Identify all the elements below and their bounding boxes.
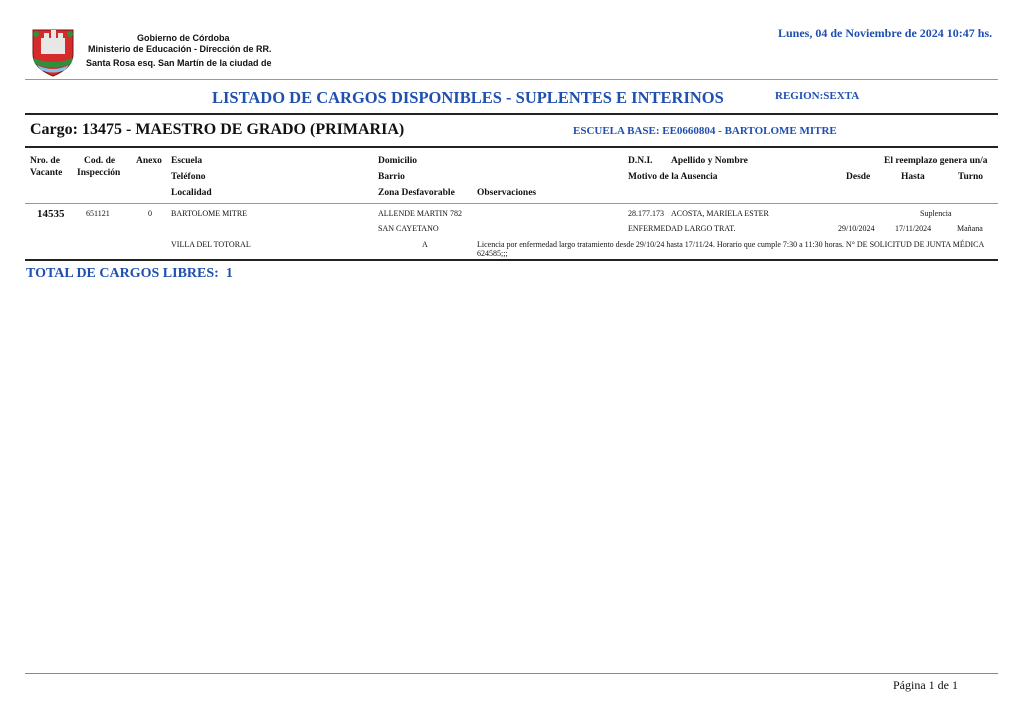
col-domicilio: Domicilio bbox=[378, 156, 418, 166]
col-telefono: Teléfono bbox=[171, 172, 206, 182]
org-name: Gobierno de Córdoba bbox=[137, 33, 230, 43]
cordoba-logo bbox=[27, 24, 79, 78]
col-cod-inspeccion-2: Inspección bbox=[77, 168, 121, 178]
col-escuela: Escuela bbox=[171, 156, 203, 166]
col-zona: Zona Desfavorable bbox=[378, 188, 455, 198]
col-reemplazo: El reemplazo genera un/a bbox=[884, 156, 988, 166]
col-dni: D.N.I. bbox=[628, 156, 653, 166]
org-ministry: Ministerio de Educación - Dirección de RR. bbox=[88, 44, 272, 54]
col-observaciones: Observaciones bbox=[477, 188, 537, 198]
col-motivo: Motivo de la Ausencia bbox=[628, 172, 718, 182]
row-turno: Mañana bbox=[957, 224, 983, 233]
row-localidad: VILLA DEL TOTORAL bbox=[171, 240, 251, 249]
row-dni: 28.177.173 bbox=[628, 209, 664, 218]
row-anexo: 0 bbox=[148, 209, 152, 218]
col-hasta: Hasta bbox=[901, 172, 925, 182]
region-label: REGION:SEXTA bbox=[775, 90, 860, 102]
row-motivo: ENFERMEDAD LARGO TRAT. bbox=[628, 224, 736, 233]
row-apellido-nombre: ACOSTA, MARIELA ESTER bbox=[671, 209, 769, 218]
col-cod-inspeccion-1: Cod. de bbox=[84, 156, 116, 166]
report-title: LISTADO DE CARGOS DISPONIBLES - SUPLENTES E INTERINOS bbox=[212, 88, 724, 107]
row-nro-vacante: 14535 bbox=[37, 208, 65, 220]
total-cargos: TOTAL DE CARGOS LIBRES: 1 bbox=[26, 266, 233, 281]
divider-title bbox=[25, 113, 998, 115]
col-nro-vacante-1: Nro. de bbox=[30, 156, 60, 166]
report-date: Lunes, 04 de Noviembre de 2024 10:47 hs. bbox=[778, 26, 993, 40]
col-localidad: Localidad bbox=[171, 188, 212, 198]
row-domicilio: ALLENDE MARTIN 782 bbox=[378, 209, 462, 218]
col-apellido-nombre: Apellido y Nombre bbox=[671, 156, 748, 166]
row-observaciones: Licencia por enfermedad largo tratamiento desde 29/10/24 hasta 17/11/24. Horario que cumple 7:30 a 11:30 horas. N° DE SOLICITUD DE JUNTA MÉDICA 624585;;; bbox=[477, 240, 984, 258]
org-address: Santa Rosa esq. San Martín de la ciudad de bbox=[86, 58, 272, 68]
cargo-title: Cargo: 13475 - MAESTRO DE GRADO (PRIMARIA) bbox=[30, 121, 405, 138]
row-desde: 29/10/2024 bbox=[838, 224, 875, 233]
page-number: Página 1 de 1 bbox=[893, 678, 958, 692]
row-zona: A bbox=[422, 240, 428, 249]
col-barrio: Barrio bbox=[378, 172, 405, 182]
row-hasta: 17/11/2024 bbox=[895, 224, 932, 233]
row-barrio: SAN CAYETANO bbox=[378, 224, 439, 233]
divider-footer bbox=[25, 673, 998, 674]
row-genera: Suplencia bbox=[920, 209, 952, 218]
escuela-base: ESCUELA BASE: EE0660804 - BARTOLOME MITRE bbox=[573, 125, 837, 137]
col-anexo: Anexo bbox=[136, 156, 162, 166]
divider-cargo bbox=[25, 146, 998, 148]
divider-row bbox=[25, 259, 998, 261]
col-nro-vacante-2: Vacante bbox=[30, 168, 63, 178]
col-turno: Turno bbox=[958, 172, 983, 182]
divider-header bbox=[25, 203, 998, 204]
row-escuela: BARTOLOME MITRE bbox=[171, 209, 248, 218]
row-cod-inspeccion: 651121 bbox=[86, 209, 110, 218]
col-desde: Desde bbox=[846, 172, 871, 182]
divider-top bbox=[25, 79, 998, 80]
